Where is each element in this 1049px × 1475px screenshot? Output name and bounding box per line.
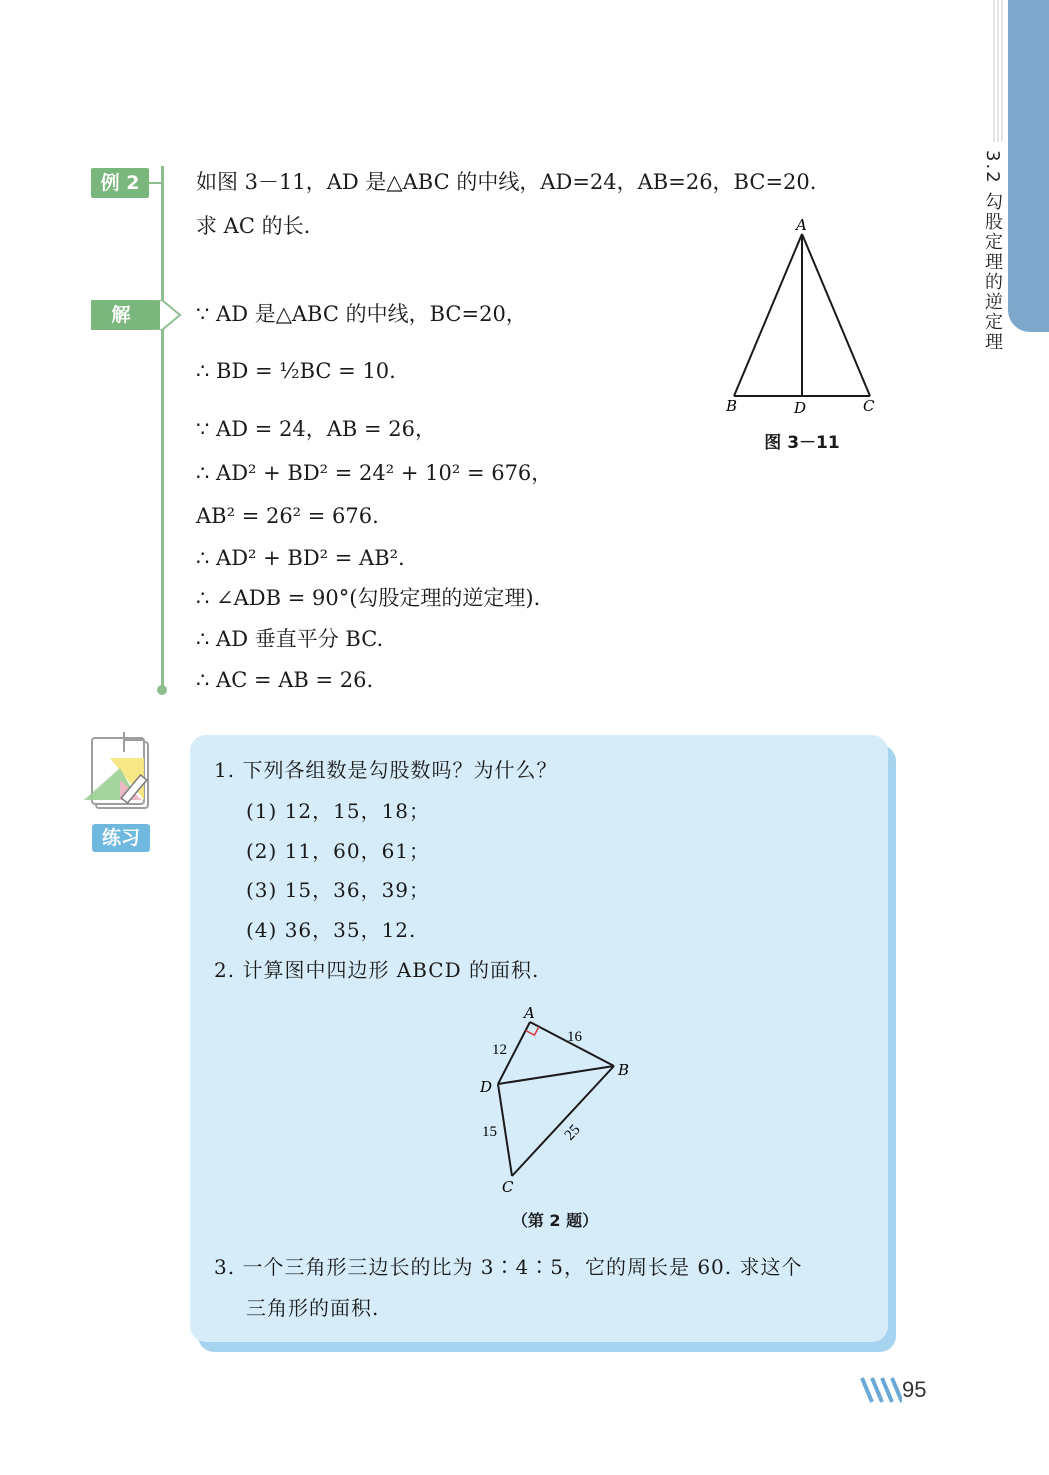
figure-3-11-triangle	[720, 212, 890, 422]
length-label-AD: 12	[492, 1042, 507, 1058]
example-label-connector	[149, 182, 163, 184]
diagonal-DB	[498, 1066, 614, 1084]
vertex-label-A: A	[524, 1004, 535, 1022]
solution-arrow-icon	[150, 300, 182, 330]
length-label-AB: 16	[567, 1029, 582, 1045]
solution-step-2: ∴ BD = ½BC = 10.	[196, 359, 396, 383]
vertex-label-C: C	[863, 397, 875, 415]
vertex-label-D: D	[480, 1078, 493, 1096]
example-statement-line1: 如图 3－11，AD 是△ABC 的中线，AD=24，AB=26，BC=20.	[196, 170, 817, 194]
side-AB	[734, 234, 802, 396]
question-3-line1: 3. 一个三角形三边长的比为 3∶4∶5，它的周长是 60. 求这个	[214, 1255, 803, 1279]
side-tab-lines-decoration	[992, 0, 1004, 142]
question-3-line2: 三角形的面积.	[246, 1296, 380, 1320]
practice-notebook-icon	[80, 728, 160, 812]
question-1-item-1: (1) 12，15，18；	[246, 799, 431, 823]
solution-step-3: ∵ AD = 24，AB = 26，	[196, 417, 436, 441]
example-guide-line	[161, 166, 164, 690]
vertex-label-D: D	[794, 399, 807, 417]
solution-step-1: ∵ AD 是△ABC 的中线，BC=20，	[196, 302, 527, 326]
page-number: 95	[902, 1377, 927, 1402]
question-1-item-3: (3) 15，36，39；	[246, 878, 431, 902]
figure-3-11-caption: 图 3－11	[764, 433, 840, 453]
example-guide-end-dot	[157, 685, 167, 695]
length-label-DC: 15	[482, 1124, 497, 1140]
example-statement-line2: 求 AC 的长.	[196, 214, 311, 238]
question-1-item-4: (4) 36，35，12.	[246, 918, 417, 942]
side-AC	[802, 234, 870, 396]
section-title: 3.2 勾股定理的逆定理	[982, 150, 1003, 353]
question-1-text: 1. 下列各组数是勾股数吗？为什么？	[214, 758, 558, 782]
solution-step-4: ∴ AD² + BD² = 24² + 10² = 676，	[196, 461, 553, 485]
vertex-label-B: B	[618, 1061, 630, 1079]
solution-step-7: ∴ ∠ADB = 90°(勾股定理的逆定理).	[196, 586, 541, 610]
solution-step-5: AB² = 26² = 676.	[196, 504, 379, 528]
vertex-label-C: C	[502, 1178, 514, 1196]
question-2-caption: （第 2 题）	[511, 1211, 599, 1230]
question-2-quadrilateral-figure	[470, 1000, 640, 1200]
question-1-item-2: (2) 11，60，61；	[246, 839, 431, 863]
length-label-BC: 25	[561, 1121, 584, 1144]
solution-step-8: ∴ AD 垂直平分 BC.	[196, 627, 384, 651]
vertex-label-A: A	[796, 216, 807, 234]
side-CB	[512, 1066, 614, 1176]
vertex-label-B: B	[726, 397, 738, 415]
example-label: 例 2	[91, 168, 149, 198]
chapter-side-tab	[1008, 0, 1049, 332]
solution-step-9: ∴ AC = AB = 26.	[196, 668, 374, 692]
page-number-slashes-decoration	[858, 1376, 902, 1404]
side-DC	[498, 1084, 512, 1176]
solution-label: 解	[91, 300, 151, 330]
solution-step-6: ∴ AD² + BD² = AB².	[196, 546, 405, 570]
question-2-text: 2. 计算图中四边形 ABCD 的面积.	[214, 958, 540, 982]
practice-label: 练习	[92, 824, 150, 852]
